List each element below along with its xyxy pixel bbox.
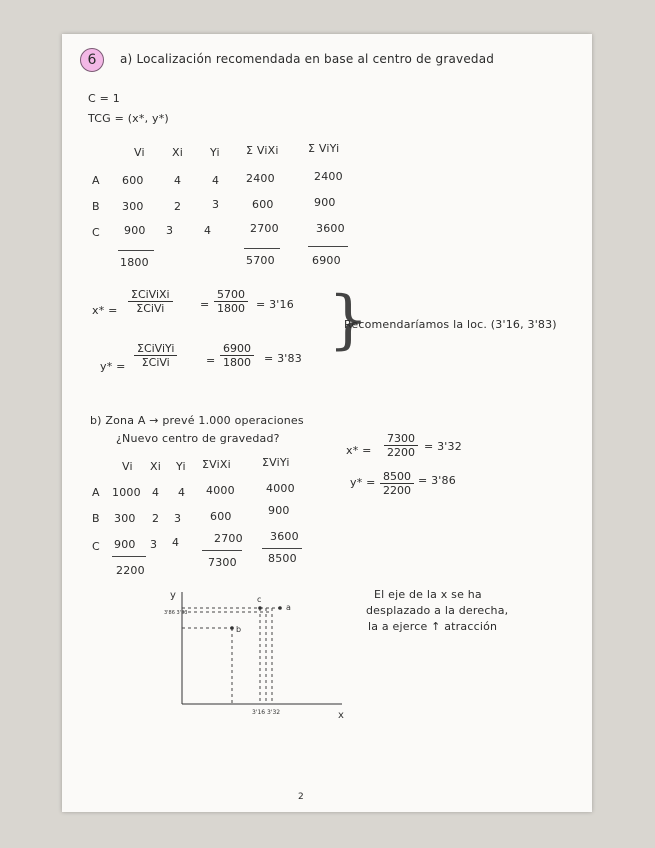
b-y-num: 8500 — [380, 470, 414, 484]
tb-row-a-viyi: 4000 — [266, 482, 295, 495]
tb-th-sum-vixi: ΣViXi — [202, 458, 231, 471]
tb-total-viyi: 8500 — [268, 552, 297, 565]
page-number: 2 — [298, 792, 304, 802]
tb-total-vi: 2200 — [116, 564, 145, 577]
x-star-label: x* = — [92, 304, 118, 317]
y-star-formula — [134, 342, 177, 369]
y-values-num: 6900 — [220, 342, 254, 356]
row-c-xi: 3 — [166, 224, 174, 237]
tb-row-a-vixi: 4000 — [206, 484, 235, 497]
b-x-den: 2200 — [387, 446, 415, 459]
tb-row-c-xi: 3 — [150, 538, 158, 551]
row-b-viyi: 900 — [314, 196, 336, 209]
note-line3: la a ejerce ↑ atracción — [368, 620, 498, 633]
tb-th-sum-viyi: ΣViYi — [262, 456, 290, 469]
tb-rule-viyi — [262, 548, 302, 549]
part-a-title: a) Localización recomendada en base al centro de gravedad — [120, 52, 495, 66]
th-yi: Yi — [210, 146, 220, 159]
part-b-line1: b) Zona A → prevé 1.000 operaciones — [90, 414, 304, 427]
tb-row-c-yi: 4 — [172, 536, 180, 549]
tb-total-vixi: 7300 — [208, 556, 237, 569]
tb-row-c-vi: 900 — [114, 538, 136, 551]
x-values-num: 5700 — [214, 288, 248, 302]
x-values-den: 1800 — [217, 302, 245, 315]
row-b-vi: 300 — [122, 200, 144, 213]
tb-row-a-yi: 4 — [178, 486, 186, 499]
point-a — [278, 606, 282, 610]
tb-row-c-label: C — [92, 540, 100, 553]
x-formula-den: ΣCiVi — [136, 302, 165, 315]
y-formula-num: ΣCiViYi — [134, 342, 177, 356]
graph-label-b: b — [236, 625, 242, 634]
graph-label-a: a — [286, 603, 291, 612]
th-xi: Xi — [172, 146, 183, 159]
gravity-center-graph — [162, 586, 362, 722]
total-vi: 1800 — [120, 256, 149, 269]
row-b-xi: 2 — [174, 200, 182, 213]
total-viyi: 6900 — [312, 254, 341, 267]
total-vixi: 5700 — [246, 254, 275, 267]
b-y-star-result: = 3'86 — [418, 474, 456, 487]
graph-y-label: y — [170, 590, 176, 601]
tb-rule-vi — [112, 556, 146, 557]
row-a-viyi: 2400 — [314, 170, 343, 183]
row-c-viyi: 3600 — [316, 222, 345, 235]
b-y-star-frac — [380, 470, 414, 497]
tb-row-b-vixi: 600 — [210, 510, 232, 523]
equals-sign: = — [200, 298, 210, 311]
y-star-result: = 3'83 — [264, 352, 302, 365]
curly-brace: } — [328, 283, 369, 357]
th-sum-vixi: Σ ViXi — [246, 144, 279, 157]
tb-rule-vixi — [202, 550, 242, 551]
point-c — [258, 606, 262, 610]
equals-sign: = — [206, 354, 216, 367]
total-rule-vi — [118, 250, 154, 251]
tb-row-b-label: B — [92, 512, 100, 525]
tcg-label: TCG = (x*, y*) — [88, 112, 169, 125]
row-a-label: A — [92, 174, 100, 187]
row-a-vi: 600 — [122, 174, 144, 187]
note-line2: desplazado a la derecha, — [366, 604, 509, 617]
row-c-vi: 900 — [124, 224, 146, 237]
row-a-xi: 4 — [174, 174, 182, 187]
tb-row-b-xi: 2 — [152, 512, 160, 525]
y-star-label: y* = — [100, 360, 126, 373]
note-line1: El eje de la x se ha — [374, 588, 482, 601]
part-b-line2: ¿Nuevo centro de gravedad? — [116, 432, 280, 445]
b-y-den: 2200 — [383, 484, 411, 497]
b-x-star-label: x* = — [346, 444, 372, 457]
tb-row-c-viyi: 3600 — [270, 530, 299, 543]
x-star-values — [214, 288, 248, 315]
tb-th-vi: Vi — [122, 460, 133, 473]
total-rule-viyi — [308, 246, 348, 247]
tb-row-b-yi: 3 — [174, 512, 182, 525]
row-a-yi: 4 — [212, 174, 220, 187]
row-b-label: B — [92, 200, 100, 213]
tb-row-a-xi: 4 — [152, 486, 160, 499]
x-star-formula — [128, 288, 173, 315]
b-x-star-result: = 3'32 — [424, 440, 462, 453]
x-formula-num: ΣCiViXi — [128, 288, 173, 302]
notebook-page — [62, 34, 592, 812]
th-vi: Vi — [134, 146, 145, 159]
graph-x-ticks: 3'16 3'32 — [252, 709, 281, 716]
c-label: C = 1 — [88, 92, 120, 105]
graph-label-c: c — [257, 595, 262, 604]
tb-row-b-vi: 300 — [114, 512, 136, 525]
problem-number-badge: 6 — [80, 48, 104, 72]
tb-row-a-label: A — [92, 486, 100, 499]
tb-row-a-vi: 1000 — [112, 486, 141, 499]
tb-row-b-viyi: 900 — [268, 504, 290, 517]
y-values-den: 1800 — [223, 356, 251, 369]
row-c-yi: 4 — [204, 224, 212, 237]
b-y-star-label: y* = — [350, 476, 376, 489]
graph-y-ticks: 3'86 3'83 — [164, 610, 188, 616]
total-rule-vixi — [244, 248, 280, 249]
x-star-result: = 3'16 — [256, 298, 294, 311]
th-sum-viyi: Σ ViYi — [308, 142, 340, 155]
y-star-values — [220, 342, 254, 369]
y-formula-den: ΣCiVi — [141, 356, 170, 369]
b-x-num: 7300 — [384, 432, 418, 446]
tb-th-yi: Yi — [176, 460, 186, 473]
b-x-star-frac — [384, 432, 418, 459]
tb-row-c-vixi: 2700 — [214, 532, 243, 545]
recommendation: Recomendaríamos la loc. (3'16, 3'83) — [344, 318, 557, 331]
row-b-vixi: 600 — [252, 198, 274, 211]
row-c-label: C — [92, 226, 100, 239]
point-b — [230, 626, 234, 630]
row-b-yi: 3 — [212, 198, 220, 211]
graph-x-label: x — [338, 710, 344, 721]
row-c-vixi: 2700 — [250, 222, 279, 235]
tb-th-xi: Xi — [150, 460, 161, 473]
row-a-vixi: 2400 — [246, 172, 275, 185]
